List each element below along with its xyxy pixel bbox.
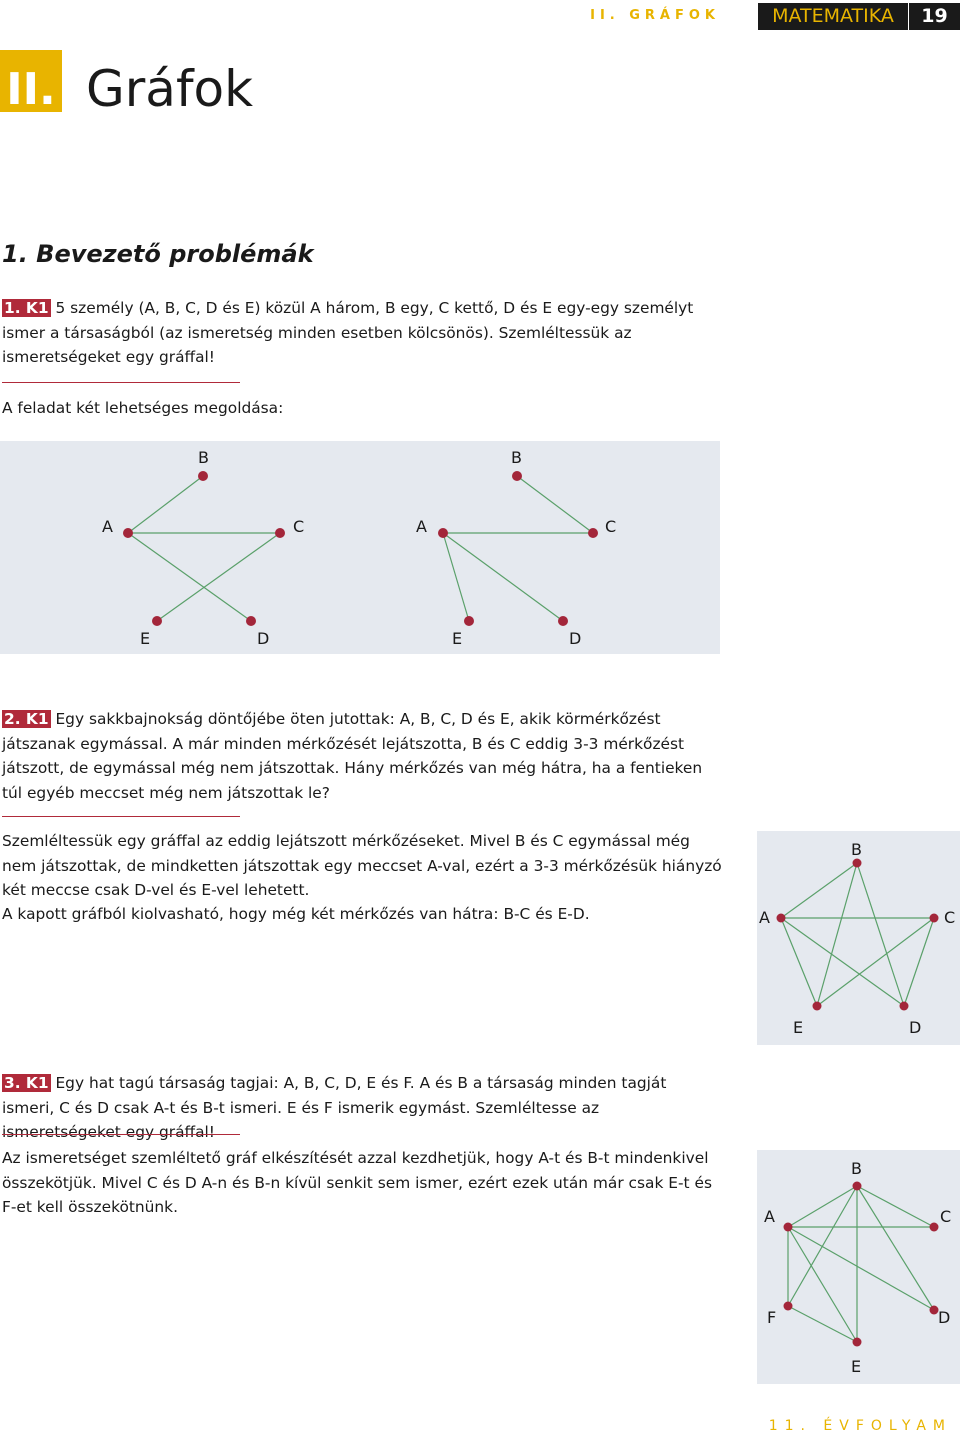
graph-3 xyxy=(759,840,955,1037)
edge-a-b xyxy=(781,863,857,918)
section-title: 1. Bevezető problémák xyxy=(2,240,314,268)
problem-2-text: Egy sakkbajnokság döntőjébe öten jutottak: A, B, C, D és E, akik körmérkőzést játszanak egymással. A már minden mérkőzését lejátszotta, B és C eddig 3-3 mérkőzést játszott, de egymással még nem játszottak. Hány mérkőzés van még hátra, ha a fentieken túl egyéb meccset még nem játszottak le? xyxy=(2,710,703,802)
problem-3-text: Egy hat tagú társaság tagjai: A, B, C, D, E és F. A és B a társaság minden tagját ismeri, C és D csak A-t és B-t ismeri. E és F ismerik egymást. Szemléltesse az ismeretségeket egy gráffal! xyxy=(2,1074,667,1141)
node-b xyxy=(853,859,862,868)
chapter-number: II. xyxy=(6,64,56,112)
running-header-chapter: II. GRÁFOK xyxy=(590,8,720,23)
graph-panel-3 xyxy=(757,831,960,1045)
node-b xyxy=(853,1182,862,1191)
divider xyxy=(2,382,240,383)
edge-a-d xyxy=(443,533,563,621)
label-a: A xyxy=(764,1207,775,1226)
footer-grade: 11. ÉVFOLYAM xyxy=(768,1418,952,1434)
graph-panel-4 xyxy=(757,1150,960,1384)
label-b: B xyxy=(851,840,862,859)
edge-c-d xyxy=(904,918,934,1006)
edge-a-e xyxy=(443,533,469,621)
label-b: B xyxy=(511,448,522,467)
problem-3-tag: 3. K1 xyxy=(4,1074,49,1092)
node-c xyxy=(275,528,285,538)
graph-4 xyxy=(764,1159,951,1376)
graph-panel-1 xyxy=(0,441,720,654)
label-a: A xyxy=(759,908,770,927)
page-number: 19 xyxy=(909,3,960,30)
label-e: E xyxy=(452,629,463,648)
edge-c-e xyxy=(817,918,934,1006)
label-d: D xyxy=(909,1018,922,1037)
edge-b-c xyxy=(857,1186,934,1227)
edge-a-e xyxy=(788,1227,857,1342)
problem-2 xyxy=(2,707,722,805)
problem-2-solution: Szemléltessük egy gráffal az eddig lejátszott mérkőzéseket. Mivel B és C egymással még nem játszottak, de mindketten játszottak egy meccset A-val, ezért a 3-3 mérkőzésük hiányzó két meccse csak D-vel és E-vel lehetett. xyxy=(2,832,722,899)
node-d xyxy=(900,1002,909,1011)
node-d xyxy=(558,616,568,626)
node-c xyxy=(930,914,939,923)
label-b: B xyxy=(198,448,209,467)
node-e xyxy=(853,1338,862,1347)
graph-1 xyxy=(102,448,304,648)
problem-2-conclusion: A kapott gráfból kiolvasható, hogy még két mérkőzés van hátra: B-C és E-D. xyxy=(2,905,590,923)
graph-2 xyxy=(416,448,616,648)
problem-3-solution: Az ismeretséget szemléltető gráf elkészítését azzal kezdhetjük, hogy A-t és B-t mindenkivel összekötjük. Mivel C és D A-n és B-n kívül senkit sem ismer, ezért ezek után már csak E-t és F-et kell összekötnünk. xyxy=(2,1149,712,1216)
label-c: C xyxy=(944,908,956,927)
problem-1-text: 5 személy (A, B, C, D és E) közül A három, B egy, C kettő, D és E egy-egy személyt ismer a társaságból (az ismeretség minden esetben kölcsönös). Szemléltessük az ismeretségeket egy gráffal! xyxy=(2,299,694,366)
node-d xyxy=(246,616,256,626)
label-d: D xyxy=(569,629,582,648)
edge-b-e xyxy=(817,863,857,1006)
label-a: A xyxy=(416,517,427,536)
node-a xyxy=(123,528,133,538)
chapter-title: Gráfok xyxy=(86,60,254,118)
label-f: F xyxy=(767,1308,777,1327)
node-c xyxy=(588,528,598,538)
label-e: E xyxy=(793,1018,804,1037)
divider xyxy=(2,816,240,817)
label-d: D xyxy=(257,629,270,648)
problem-2-tag: 2. K1 xyxy=(4,710,49,728)
node-e xyxy=(464,616,474,626)
problem-1 xyxy=(2,296,722,370)
label-e: E xyxy=(851,1357,862,1376)
node-a xyxy=(438,528,448,538)
node-c xyxy=(930,1223,939,1232)
problem-1-tag: 1. K1 xyxy=(4,299,49,317)
label-b: B xyxy=(851,1159,862,1178)
node-b xyxy=(512,471,522,481)
label-a: A xyxy=(102,517,113,536)
chapter-number-mark xyxy=(0,50,62,112)
edge-b-d xyxy=(857,1186,934,1310)
label-c: C xyxy=(293,517,305,536)
edge-b-c xyxy=(517,476,593,533)
label-c: C xyxy=(605,517,617,536)
edge-a-b xyxy=(128,476,203,533)
edge-a-d xyxy=(128,533,251,621)
node-e xyxy=(152,616,162,626)
label-c: C xyxy=(940,1207,952,1226)
edge-c-e xyxy=(157,533,280,621)
divider xyxy=(2,1134,240,1135)
node-e xyxy=(813,1002,822,1011)
edge-b-d xyxy=(857,863,904,1006)
node-a xyxy=(784,1223,793,1232)
node-a xyxy=(777,914,786,923)
node-f xyxy=(784,1302,793,1311)
problem-1-solution: A feladat két lehetséges megoldása: xyxy=(2,399,284,417)
label-d: D xyxy=(938,1308,951,1327)
edge-b-f xyxy=(788,1186,857,1306)
node-b xyxy=(198,471,208,481)
label-e: E xyxy=(140,629,151,648)
running-header-subject: MATEMATIKA xyxy=(758,3,908,30)
edge-a-b xyxy=(788,1186,857,1227)
